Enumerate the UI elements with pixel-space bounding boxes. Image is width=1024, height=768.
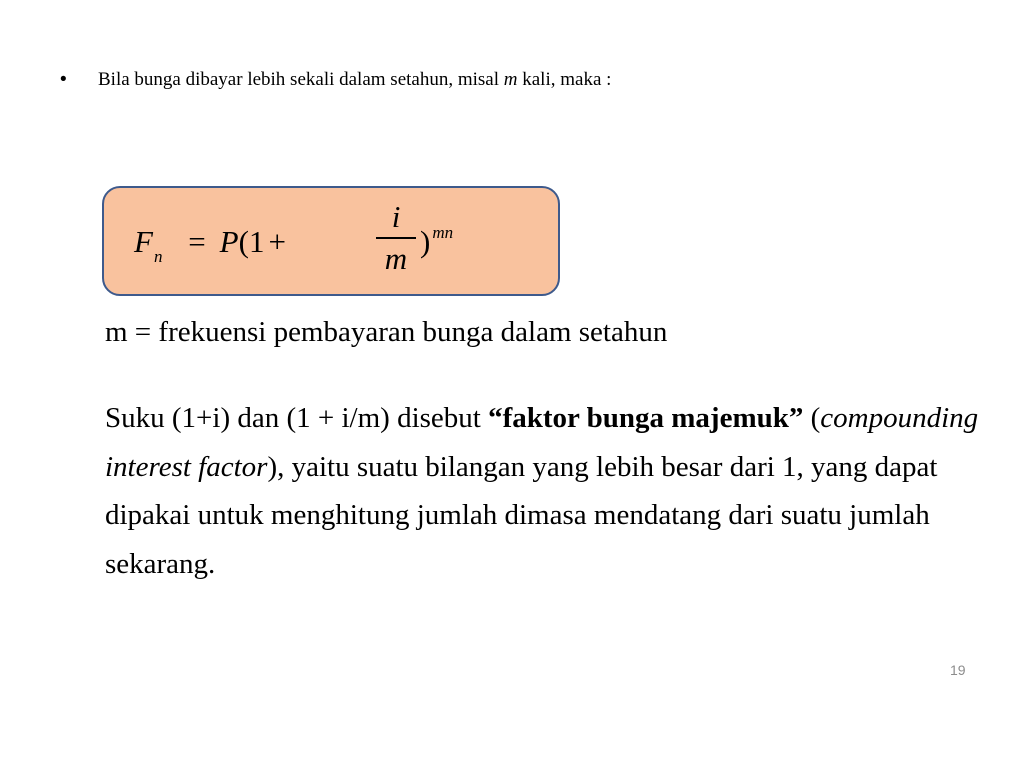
definition-line: m = frekuensi pembayaran bunga dalam setahun [105, 316, 668, 348]
explanation-paragraph [105, 394, 985, 588]
formula-equals: = [188, 224, 206, 259]
formula-open-paren: ( [238, 224, 249, 259]
paragraph-bold-term: “faktor bunga majemuk” [488, 402, 804, 434]
paragraph-part2: ( [803, 402, 821, 434]
formula-denominator: m [384, 240, 408, 276]
paragraph-italic-term: compounding interest factor [105, 402, 979, 483]
bullet-text-before: Bila bunga dibayar lebih sekali dalam setahun, misal [98, 69, 504, 90]
formula-fraction [376, 200, 416, 275]
formula-principal: P [219, 224, 239, 259]
paragraph-part1: Suku (1+i) dan (1 + i/m) disebut [105, 402, 489, 434]
formula-one: 1 [248, 224, 265, 259]
bullet-variable: m [503, 69, 518, 90]
bullet-text-after: kali, maka : [517, 69, 612, 90]
paragraph-part3: ), yaitu suatu bilangan yang lebih besar dari 1, yang dapat dipakai untuk menghitung jumlah dimasa mendatang dari suatu jumlah sekarang. [105, 450, 938, 580]
bullet-marker: • [60, 69, 67, 90]
bullet-item [60, 66, 611, 94]
formula-lhs-subscript: n [153, 247, 163, 266]
formula-box [102, 186, 560, 296]
formula-numerator: i [391, 199, 401, 234]
formula-exponent: mn [432, 223, 454, 242]
page-number: 19 [950, 662, 966, 678]
formula-close-paren: ) [420, 224, 431, 259]
formula-plus: + [268, 224, 286, 259]
formula-lhs: F [134, 224, 153, 259]
fraction-bar [376, 237, 416, 239]
